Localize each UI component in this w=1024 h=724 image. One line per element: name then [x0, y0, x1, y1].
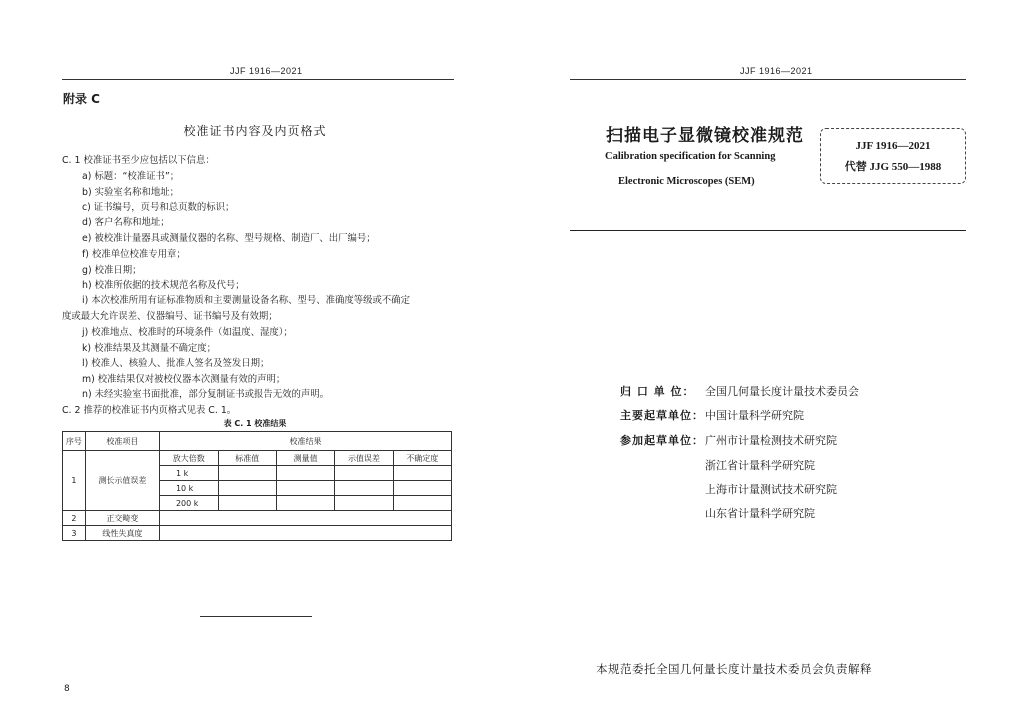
body-line: g) 校准日期； [82, 265, 142, 276]
running-header: JJF 1916—2021 [230, 66, 303, 76]
table-caption: 表 C. 1 校准结果 [223, 419, 287, 428]
appendix-label: 附录 C [63, 92, 100, 106]
running-header: JJF 1916—2021 [740, 66, 813, 76]
interpretation-note: 本规范委托全国几何量长度计量技术委员会负责解释 [596, 662, 872, 676]
body-line: C. 2 推荐的校准证书内页格式见表 C. 1。 [62, 405, 237, 416]
participating-drafter: 上海市计量测试技术研究院 [705, 483, 837, 496]
table-cell-seq: 2 [63, 511, 86, 526]
footer-rule [200, 616, 312, 617]
body-line: 度或最大允许误差、仪器编号、证书编号及有效期； [62, 311, 278, 322]
main-drafter-label: 主要起草单位： [620, 409, 704, 422]
body-line: i) 本次校准所用有证标准物质和主要测量设备名称、型号、准确度等级或不确定 [82, 295, 410, 306]
table-cell [393, 466, 451, 481]
body-line: a) 标题：“校准证书”； [82, 171, 180, 182]
table-cell [276, 481, 334, 496]
standard-code-box [820, 128, 966, 184]
participating-drafters-label: 参加起草单位： [620, 434, 704, 447]
body-line: e) 被校准计量器具或测量仪器的名称、型号规格、制造厂、出厂编号； [82, 233, 376, 244]
section-title: 校准证书内容及内页格式 [183, 124, 327, 138]
body-line: h) 校准所依据的技术规范名称及代号； [82, 280, 245, 291]
table-cell-seq: 3 [63, 526, 86, 541]
magnification-cell: 200 k [159, 496, 218, 511]
sub-header: 标准值 [218, 451, 276, 466]
main-drafter: 中国计量科学研究院 [705, 409, 804, 422]
table-cell [276, 496, 334, 511]
responsible-unit: 全国几何量长度计量技术委员会 [705, 385, 859, 398]
table-cell [335, 466, 393, 481]
standard-title-cn: 扫描电子显微镜校准规范 [606, 126, 804, 146]
page-number: 8 [64, 684, 70, 694]
body-line: j) 校准地点、校准时的环境条件（如温度、湿度）； [82, 327, 293, 338]
header-rule [570, 79, 966, 80]
right-page [514, 0, 1024, 724]
table-cell [335, 481, 393, 496]
participating-drafter: 山东省计量科学研究院 [705, 507, 815, 520]
table-cell-item: 正交畸变 [85, 511, 159, 526]
table-cell [218, 466, 276, 481]
col-result-header: 校准结果 [159, 432, 451, 451]
body-line: k) 校准结果及其测量不确定度； [82, 343, 216, 354]
calibration-results-table [62, 431, 452, 541]
table-cell-seq: 1 [63, 451, 86, 511]
col-seq-header: 序号 [63, 432, 86, 451]
col-item-header: 校准项目 [85, 432, 159, 451]
table-cell [335, 496, 393, 511]
body-line: l) 校准人、核验人、批准人签名及签发日期； [82, 358, 270, 369]
magnification-cell: 1 k [159, 466, 218, 481]
body-line: f) 校准单位校准专用章； [82, 249, 186, 260]
standard-code: JJF 1916—2021 [855, 140, 931, 152]
body-line: n) 未经实验室书面批准，部分复制证书或报告无效的声明。 [82, 389, 329, 400]
table-cell [218, 481, 276, 496]
sub-header: 测量值 [276, 451, 334, 466]
table-cell-item: 测长示值误差 [85, 451, 159, 511]
replaces-code: 代替 JJG 550—1988 [844, 161, 942, 173]
table-cell [276, 466, 334, 481]
table-cell-item: 线性失真度 [85, 526, 159, 541]
body-line: d) 客户名称和地址； [82, 217, 170, 228]
body-line: m) 校准结果仅对被校仪器本次测量有效的声明； [82, 374, 286, 385]
body-line: b) 实验室名称和地址； [82, 187, 179, 198]
participating-drafter: 浙江省计量科学研究院 [705, 459, 815, 472]
standard-title-en-line2: Electronic Microscopes (SEM) [618, 176, 755, 187]
table-cell [218, 496, 276, 511]
left-page [0, 0, 510, 724]
sub-header: 示值误差 [335, 451, 393, 466]
magnification-cell: 10 k [159, 481, 218, 496]
body-line: C. 1 校准证书至少应包括以下信息： [62, 155, 215, 166]
table-cell [393, 481, 451, 496]
body-line: c) 证书编号，页号和总页数的标识； [82, 202, 235, 213]
header-rule [62, 79, 454, 80]
table-cell [159, 526, 451, 541]
responsible-unit-label: 归 口 单 位： [620, 385, 695, 398]
standard-title-en-line1: Calibration specification for Scanning [605, 151, 776, 162]
sub-header: 放大倍数 [159, 451, 218, 466]
title-rule [570, 230, 966, 231]
participating-drafter: 广州市计量检测技术研究院 [705, 434, 837, 447]
table-cell [393, 496, 451, 511]
table-cell [159, 511, 451, 526]
sub-header: 不确定度 [393, 451, 451, 466]
